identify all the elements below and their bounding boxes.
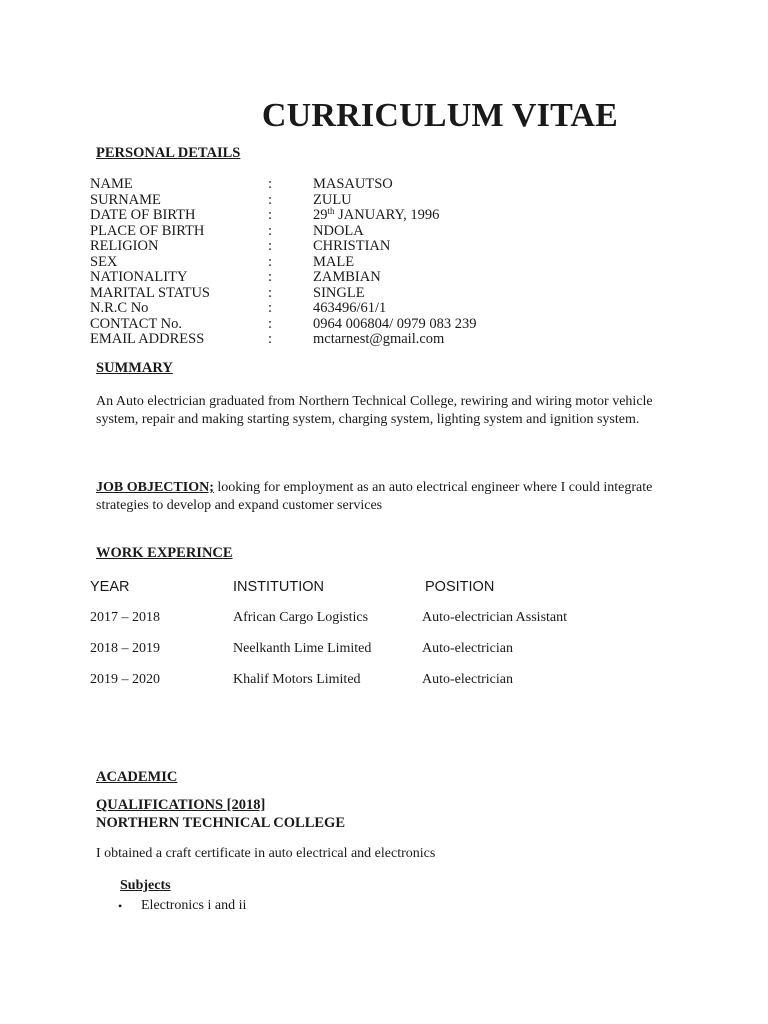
personal-separator: :: [268, 238, 273, 254]
personal-label: CONTACT No.: [90, 316, 183, 332]
work-header-year: YEAR: [90, 579, 130, 595]
personal-separator: :: [268, 300, 273, 316]
personal-separator: :: [268, 331, 273, 347]
personal-value: CHRISTIAN: [313, 238, 391, 254]
personal-label: SEX: [90, 254, 118, 270]
dob-day: 29: [313, 207, 328, 223]
personal-separator: :: [268, 192, 273, 208]
personal-value: 463496/61/1: [313, 300, 387, 316]
work-position: Auto-electrician Assistant: [422, 610, 568, 625]
email-value: mctarnest@gmail.com: [313, 331, 445, 347]
work-institution: African Cargo Logistics: [233, 610, 369, 625]
subject-item: Electronics i and ii: [141, 898, 247, 913]
work-header-position: POSITION: [425, 579, 495, 595]
personal-label: MARITAL STATUS: [90, 285, 210, 301]
personal-separator: :: [268, 176, 273, 192]
job-objective: [96, 479, 656, 515]
academic-heading: ACADEMIC: [96, 769, 178, 785]
subjects-heading: Subjects: [120, 878, 171, 893]
personal-label: DATE OF BIRTH: [90, 207, 196, 223]
personal-separator: :: [268, 285, 273, 301]
dob-ordinal: th: [327, 206, 335, 216]
personal-value: 0964 006804/ 0979 083 239: [313, 316, 477, 332]
qualifications-heading: QUALIFICATIONS [2018]: [96, 797, 266, 813]
personal-value: ZAMBIAN: [313, 269, 381, 285]
work-year: 2017 – 2018: [90, 610, 160, 625]
personal-value: MASAUTSO: [313, 176, 393, 192]
work-experience-heading: WORK EXPERINCE: [96, 545, 233, 561]
work-institution: Neelkanth Lime Limited: [233, 641, 372, 656]
work-institution: Khalif Motors Limited: [233, 672, 361, 687]
bullet-icon: •: [118, 899, 123, 913]
personal-label: N.R.C No: [90, 300, 149, 316]
work-header-institution: INSTITUTION: [233, 579, 325, 595]
personal-label: SURNAME: [90, 192, 161, 208]
personal-label: EMAIL ADDRESS: [90, 331, 205, 347]
work-year: 2018 – 2019: [90, 641, 160, 656]
work-position: Auto-electrician: [422, 672, 513, 687]
personal-value: SINGLE: [313, 285, 365, 301]
personal-label: NATIONALITY: [90, 269, 188, 285]
personal-separator: :: [268, 316, 273, 332]
personal-value: NDOLA: [313, 223, 364, 239]
qualification-statement: I obtained a craft certificate in auto electrical and electronics: [96, 846, 436, 861]
work-position: Auto-electrician: [422, 641, 513, 656]
personal-label: PLACE OF BIRTH: [90, 223, 205, 239]
summary-heading: SUMMARY: [96, 360, 173, 376]
dob-rest: JANUARY, 1996: [334, 207, 440, 223]
personal-separator: :: [268, 223, 273, 239]
summary-text: An Auto electrician graduated from Northern Technical College, rewiring and wiring motor vehicle system, repair and making starting system, charging system, lighting system and ignition system.: [96, 394, 653, 427]
personal-label: RELIGION: [90, 238, 159, 254]
personal-value: [313, 207, 439, 223]
college-name: NORTHERN TECHNICAL COLLEGE: [96, 815, 345, 831]
job-objective-text: looking for employment as an auto electrical engineer where I could integrate strategies to develop and expand customer services: [96, 480, 653, 513]
personal-value: MALE: [313, 254, 355, 270]
personal-separator: :: [268, 207, 273, 223]
personal-separator: :: [268, 254, 273, 270]
work-year: 2019 – 2020: [90, 672, 160, 687]
personal-label: NAME: [90, 176, 133, 192]
personal-separator: :: [268, 269, 273, 285]
document-title: CURRICULUM VITAE: [261, 97, 619, 134]
personal-value: ZULU: [313, 192, 352, 208]
job-objective-label: JOB OBJECTION;: [96, 480, 214, 495]
personal-details-heading: PERSONAL DETAILS: [96, 145, 241, 161]
